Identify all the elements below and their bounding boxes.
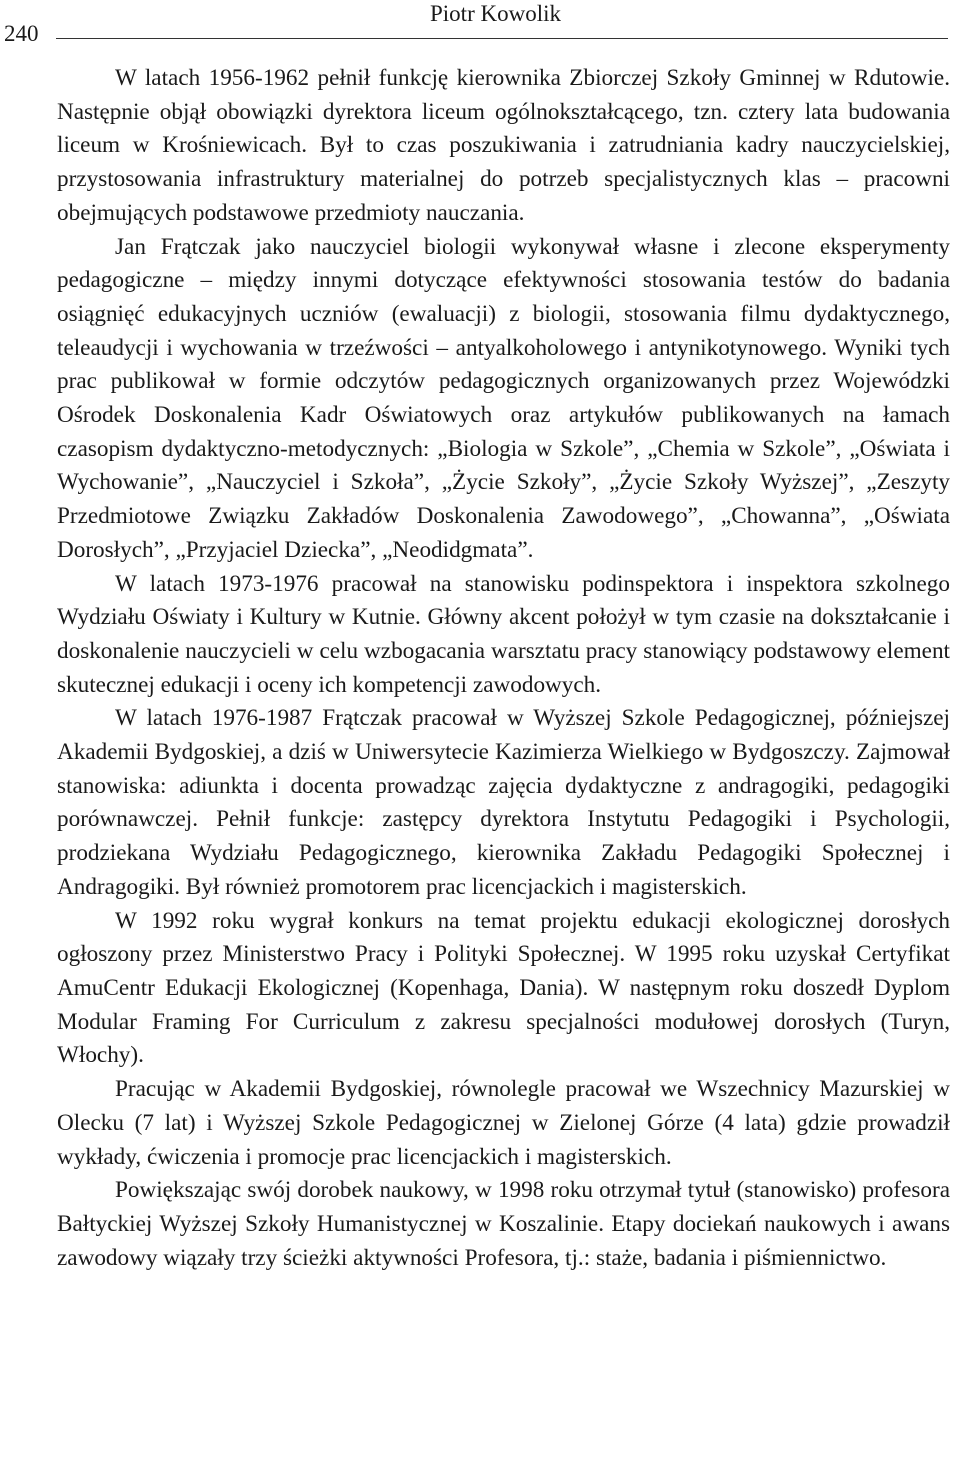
paragraph-6: Pracując w Akademii Bydgoskiej, równolegle pracował we Wszechnicy Mazurskiej w Olecku (7 lat) i Wyższej Szkole Pedagogicznej w Zielonej Górze (4 lata) gdzie prowadził wykłady, ćwiczenia i promocje prac licencjackich i magisterskich. <box>57 1076 950 1170</box>
paragraph-2: Jan Frątczak jako nauczyciel biologii wykonywał własne i zlecone eksperymenty pedagogiczne – między innymi dotyczące efektywności stosowania testów do badania osiągnięć edukacyjnych uczniów (ewaluacji) z biologii, stosowania filmu dydaktycznego, teleaudycji i wychowania w trzeźwości – antyalkoholowego i antynikotynowego. Wyniki tych prac publikował w formie odczytów pedagogicznych organizowanych przez Wojewódzki Ośrodek Doskonalenia Kadr Oświatowych oraz artykułów publikowanych na łamach czasopism dydaktyczno-metodycznych: „Biologia w Szkole”, „Chemia w Szkole”, „Oświata i Wychowanie”, „Nauczyciel i Szkoła”, „Życie Szkoły”, „Życie Szkoły Wyższej”, „Zeszyty Przedmiotowe Związku Zakładów Doskonalenia Zawodowego”, „Chowanna”, „Oświata Dorosłych”, „Przyjaciel Dziecka”, „Neodidgmata”. <box>57 233 950 563</box>
header-rule <box>56 38 948 39</box>
page-header <box>0 0 960 48</box>
body-text <box>57 62 950 1275</box>
paragraph-3: W latach 1973-1976 pracował na stanowisku podinspektora i inspektora szkolnego Wydziału Oświaty i Kultury w Kutnie. Główny akcent położył w tym czasie na dokształcanie i doskonalenie nauczycieli w celu wzbogacania warsztatu pracy stanowiący podstawowy element skutecznej edukacji i oceny ich kompetencji zawodowych. <box>57 570 950 698</box>
page-number: 240 <box>4 21 39 46</box>
paragraph-5: W 1992 roku wygrał konkurs na temat projektu edukacji ekologicznej dorosłych ogłoszony przez Ministerstwo Pracy i Polityki Społecznej. W 1995 roku uzyskał Certyfikat AmuCentr Edukacji Ekologicznej (Kopenhaga, Dania). W następnym roku doszedł Dyplom Modular Framing For Curriculum z zakresu specjalności modułowej dorosłych (Turyn, Włochy). <box>57 907 950 1069</box>
paragraph-7: Powiększając swój dorobek naukowy, w 1998 roku otrzymał tytuł (stanowisko) profesora Bałtyckiej Wyższej Szkoły Humanistycznej w Koszalinie. Etapy dociekań naukowych i awans zawodowy wiązały trzy ścieżki aktywności Profesora, tj.: staże, badania i piśmiennictwo. <box>57 1177 950 1271</box>
paragraph-1: W latach 1956-1962 pełnił funkcję kierownika Zbiorczej Szkoły Gminnej w Rdutowie. Następnie objął obowiązki dyrektora liceum ogólnokształcącego, tzn. cztery lata budowania liceum w Krośniewicach. Był to czas poszukiwania i zatrudniania kadry nauczycielskiej, przystosowania infrastruktury materialnej do potrzeb specjalistycznych klas – pracowni obejmujących podstawowe przedmioty nauczania. <box>57 65 950 226</box>
running-head-author: Piotr Kowolik <box>430 1 561 26</box>
paragraph-4: W latach 1976-1987 Frątczak pracował w Wyższej Szkole Pedagogicznej, późniejszej Akademii Bydgoskiej, a dziś w Uniwersytecie Kazimierza Wielkiego w Bydgoszczy. Zajmował stanowiska: adiunkta i docenta prowadząc zajęcia dydaktyczne z andragogiki, pedagogiki porównawczej. Pełnił funkcje: zastępcy dyrektora Instytutu Pedagogiki i Psychologii, prodziekana Wydziału Pedagogicznego, kierownika Zakładu Pedagogiki Społecznej i Andragogiki. Był również promotorem prac licencjackich i magisterskich. <box>57 705 950 900</box>
